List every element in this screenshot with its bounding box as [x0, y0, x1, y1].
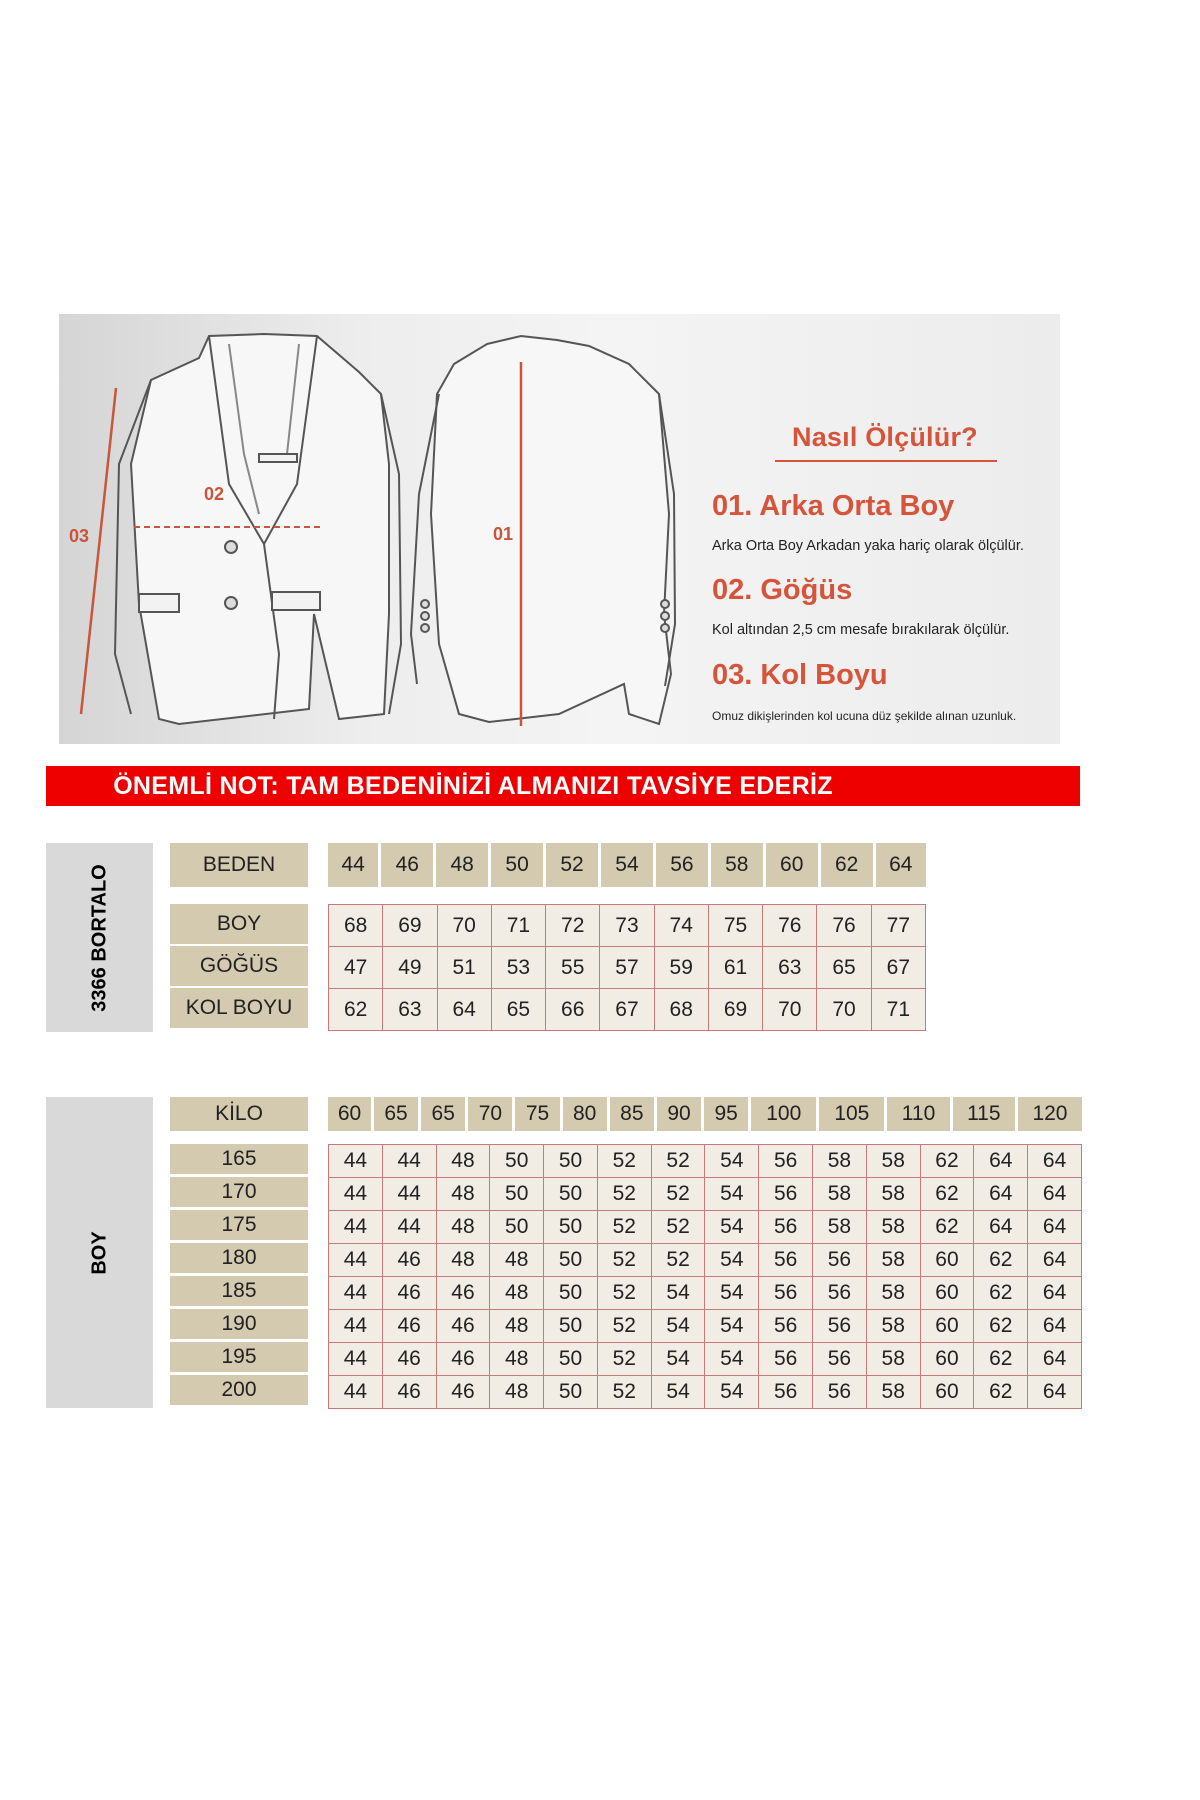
size-cell: 46: [436, 1376, 490, 1409]
size-cell: 58: [866, 1145, 920, 1178]
size-cell: 44: [329, 1376, 383, 1409]
section-chest-title: 02. Göğüs: [712, 574, 853, 606]
size-cell: 62: [974, 1376, 1028, 1409]
size-cell: 64: [1028, 1310, 1082, 1343]
size-cell: 56: [759, 1310, 813, 1343]
size-header-cell: 64: [874, 843, 926, 887]
size-cell: 54: [705, 1277, 759, 1310]
size-cell: 58: [866, 1211, 920, 1244]
measure-cell: 67: [600, 989, 654, 1031]
measure-cell: 62: [329, 989, 383, 1031]
weight-header-cell: 75: [514, 1097, 561, 1131]
size-header-cell: 58: [709, 843, 764, 887]
table-row: [329, 1178, 1082, 1211]
section-back-length-desc: Arka Orta Boy Arkadan yaka hariç olarak ölçülür.: [712, 538, 1024, 554]
size-cell: 50: [490, 1178, 544, 1211]
size-cell: 52: [597, 1343, 651, 1376]
size-cell: 44: [382, 1178, 436, 1211]
table-row: [329, 905, 926, 947]
measure-cell: 65: [491, 989, 545, 1031]
jacket-drawings: [59, 314, 1060, 744]
size-cell: 54: [705, 1244, 759, 1277]
front-jacket-drawing: [115, 334, 401, 724]
size-cell: 62: [974, 1277, 1028, 1310]
size-header-label: BEDEN: [170, 843, 308, 887]
size-cell: 44: [329, 1178, 383, 1211]
section-back-length-title: 01. Arka Orta Boy: [712, 490, 955, 522]
weight-header-cell: 65: [372, 1097, 419, 1131]
model-side-label: [46, 843, 153, 1032]
measure-cell: 51: [437, 947, 491, 989]
size-cell: 52: [597, 1277, 651, 1310]
size-cell: 60: [920, 1310, 974, 1343]
back-length-label: 01: [493, 524, 514, 544]
weight-header-cell: 80: [561, 1097, 608, 1131]
back-jacket-drawing: [411, 336, 675, 724]
size-cell: 56: [759, 1178, 813, 1211]
important-notice-banner: ÖNEMLİ NOT: TAM BEDENİNİZİ ALMANIZI TAVSİYE EDERİZ: [46, 766, 1080, 806]
size-cell: 56: [759, 1211, 813, 1244]
weight-header-cell: 115: [951, 1097, 1016, 1131]
weight-header-row: [328, 1097, 1082, 1131]
size-cell: 64: [1028, 1244, 1082, 1277]
weight-header-cell: 105: [818, 1097, 886, 1131]
size-cell: 52: [651, 1178, 705, 1211]
size-cell: 58: [813, 1211, 867, 1244]
size-cell: 58: [813, 1178, 867, 1211]
table-row: [329, 989, 926, 1031]
height-row-label: 165: [170, 1144, 308, 1174]
size-cell: 64: [1028, 1178, 1082, 1211]
size-cell: 46: [436, 1277, 490, 1310]
size-header-cell: 60: [764, 843, 819, 887]
size-cell: 64: [1028, 1343, 1082, 1376]
weight-header-cell: 90: [655, 1097, 702, 1131]
size-cell: 54: [651, 1343, 705, 1376]
size-cell: 56: [759, 1244, 813, 1277]
size-header-cell: 56: [654, 843, 709, 887]
size-cell: 54: [651, 1310, 705, 1343]
size-cell: 58: [813, 1145, 867, 1178]
sleeve-label: 03: [69, 526, 90, 546]
weight-header-label: KİLO: [170, 1097, 308, 1131]
size-cell: 52: [597, 1178, 651, 1211]
measure-cell: 63: [763, 947, 817, 989]
weight-header-cell: 70: [467, 1097, 514, 1131]
measure-cell: 76: [763, 905, 817, 947]
measure-cell: 53: [491, 947, 545, 989]
size-cell: 58: [866, 1376, 920, 1409]
size-cell: 48: [490, 1310, 544, 1343]
size-cell: 44: [329, 1145, 383, 1178]
size-cell: 46: [436, 1310, 490, 1343]
measurement-illustration: [59, 314, 1060, 744]
size-cell: 60: [920, 1244, 974, 1277]
size-header-cell: 50: [490, 843, 545, 887]
measure-cell: 66: [546, 989, 600, 1031]
size-cell: 48: [490, 1277, 544, 1310]
size-cell: 64: [1028, 1211, 1082, 1244]
measure-cell: 68: [654, 989, 708, 1031]
size-cell: 56: [813, 1343, 867, 1376]
measure-cell: 72: [546, 905, 600, 947]
size-cell: 56: [759, 1145, 813, 1178]
measure-cell: 71: [871, 989, 925, 1031]
table-row: [329, 1376, 1082, 1409]
size-cell: 50: [544, 1343, 598, 1376]
measure-cell: 69: [708, 989, 762, 1031]
size-cell: 64: [974, 1178, 1028, 1211]
size-cell: 56: [759, 1277, 813, 1310]
measure-table: [328, 904, 926, 1031]
size-cell: 44: [329, 1310, 383, 1343]
weight-header-cell: 65: [420, 1097, 467, 1131]
size-cell: 54: [705, 1343, 759, 1376]
size-cell: 50: [544, 1310, 598, 1343]
size-cell: 50: [490, 1211, 544, 1244]
weight-header-cell: 110: [886, 1097, 951, 1131]
measure-cell: 68: [329, 905, 383, 947]
size-cell: 58: [866, 1277, 920, 1310]
size-cell: 44: [382, 1211, 436, 1244]
size-cell: 62: [974, 1244, 1028, 1277]
size-cell: 58: [866, 1178, 920, 1211]
measure-cell: 57: [600, 947, 654, 989]
size-header-cell: 48: [435, 843, 490, 887]
weight-header-cell: 95: [703, 1097, 750, 1131]
measure-cell: 71: [491, 905, 545, 947]
size-cell: 60: [920, 1277, 974, 1310]
section-sleeve-title: 03. Kol Boyu: [712, 659, 888, 691]
height-side-label: [46, 1097, 153, 1408]
height-axis-title: BOY: [88, 1230, 110, 1275]
size-header-cell: 62: [819, 843, 874, 887]
table-row: [329, 947, 926, 989]
sleeve-length-line: [81, 388, 116, 714]
size-cell: 58: [866, 1244, 920, 1277]
table-row: [329, 1277, 1082, 1310]
size-cell: 52: [597, 1244, 651, 1277]
measure-row-label: KOL BOYU: [170, 988, 308, 1028]
size-cell: 62: [974, 1310, 1028, 1343]
table-row: [329, 1343, 1082, 1376]
size-header-cell: 44: [328, 843, 380, 887]
size-cell: 48: [436, 1211, 490, 1244]
measure-cell: 59: [654, 947, 708, 989]
size-cell: 52: [597, 1211, 651, 1244]
size-cell: 56: [813, 1277, 867, 1310]
size-cell: 64: [974, 1145, 1028, 1178]
size-cell: 56: [759, 1343, 813, 1376]
size-cell: 64: [1028, 1376, 1082, 1409]
measure-row-label: BOY: [170, 904, 308, 944]
chest-label: 02: [204, 484, 225, 504]
size-cell: 44: [329, 1343, 383, 1376]
size-cell: 56: [813, 1376, 867, 1409]
size-cell: 48: [490, 1376, 544, 1409]
measure-cell: 65: [817, 947, 871, 989]
size-cell: 52: [651, 1244, 705, 1277]
measure-cell: 76: [817, 905, 871, 947]
size-cell: 44: [329, 1277, 383, 1310]
section-chest-desc: Kol altından 2,5 cm mesafe bırakılarak ölçülür.: [712, 622, 1010, 638]
size-cell: 54: [705, 1376, 759, 1409]
weight-header-cell: 85: [608, 1097, 655, 1131]
measure-cell: 64: [437, 989, 491, 1031]
size-cell: 48: [436, 1244, 490, 1277]
measure-cell: 70: [763, 989, 817, 1031]
size-cell: 52: [597, 1376, 651, 1409]
table-row: [329, 1145, 1082, 1178]
size-cell: 58: [866, 1343, 920, 1376]
size-cell: 48: [436, 1145, 490, 1178]
size-cell: 48: [490, 1244, 544, 1277]
size-cell: 62: [920, 1211, 974, 1244]
size-cell: 46: [382, 1343, 436, 1376]
size-cell: 48: [490, 1343, 544, 1376]
size-cell: 52: [597, 1145, 651, 1178]
measure-cell: 70: [817, 989, 871, 1031]
how-to-measure-title: Nasıl Ölçülür?: [792, 422, 978, 452]
size-cell: 48: [436, 1178, 490, 1211]
table-row: [329, 1310, 1082, 1343]
weight-header-cell: 120: [1016, 1097, 1082, 1131]
size-header-row: [328, 843, 926, 887]
size-cell: 58: [866, 1310, 920, 1343]
measure-cell: 74: [654, 905, 708, 947]
size-cell: 56: [759, 1376, 813, 1409]
size-cell: 54: [705, 1211, 759, 1244]
size-cell: 60: [920, 1376, 974, 1409]
measure-cell: 70: [437, 905, 491, 947]
table-row: [329, 1244, 1082, 1277]
size-cell: 46: [382, 1376, 436, 1409]
size-cell: 62: [974, 1343, 1028, 1376]
weight-header-cell: 60: [328, 1097, 372, 1131]
size-cell: 50: [544, 1178, 598, 1211]
height-row-label: 170: [170, 1177, 308, 1207]
model-name: 3366 BORTALO: [88, 863, 110, 1012]
size-cell: 44: [329, 1211, 383, 1244]
measure-cell: 55: [546, 947, 600, 989]
section-sleeve-desc: Omuz dikişlerinden kol ucuna düz şekilde alınan uzunluk.: [712, 709, 1017, 723]
size-header-cell: 54: [599, 843, 654, 887]
size-cell: 54: [651, 1277, 705, 1310]
size-cell: 50: [544, 1145, 598, 1178]
size-cell: 46: [382, 1310, 436, 1343]
height-row-label: 200: [170, 1375, 308, 1405]
measure-cell: 69: [383, 905, 437, 947]
measure-row-label: GÖĞÜS: [170, 946, 308, 986]
height-row-label: 185: [170, 1276, 308, 1306]
size-cell: 50: [490, 1145, 544, 1178]
title-underline: [775, 460, 997, 462]
height-row-label: 190: [170, 1309, 308, 1339]
size-header-cell: 52: [545, 843, 600, 887]
size-cell: 46: [382, 1277, 436, 1310]
size-cell: 64: [1028, 1145, 1082, 1178]
size-cell: 56: [813, 1310, 867, 1343]
measure-cell: 47: [329, 947, 383, 989]
measure-cell: 63: [383, 989, 437, 1031]
height-row-label: 195: [170, 1342, 308, 1372]
size-header-cell: 46: [380, 843, 435, 887]
size-cell: 44: [382, 1145, 436, 1178]
size-cell: 52: [597, 1310, 651, 1343]
size-cell: 52: [651, 1211, 705, 1244]
size-cell: 54: [705, 1145, 759, 1178]
height-row-label: 175: [170, 1210, 308, 1240]
size-cell: 54: [651, 1376, 705, 1409]
size-cell: 64: [974, 1211, 1028, 1244]
size-cell: 46: [382, 1244, 436, 1277]
size-cell: 50: [544, 1244, 598, 1277]
size-cell: 44: [329, 1244, 383, 1277]
measure-cell: 49: [383, 947, 437, 989]
size-cell: 54: [705, 1310, 759, 1343]
size-cell: 62: [920, 1145, 974, 1178]
size-cell: 62: [920, 1178, 974, 1211]
size-cell: 60: [920, 1343, 974, 1376]
size-cell: 52: [651, 1145, 705, 1178]
measure-cell: 73: [600, 905, 654, 947]
size-by-weight-table: [328, 1144, 1082, 1409]
measure-cell: 61: [708, 947, 762, 989]
size-cell: 54: [705, 1178, 759, 1211]
size-cell: 50: [544, 1277, 598, 1310]
size-cell: 64: [1028, 1277, 1082, 1310]
height-row-label: 180: [170, 1243, 308, 1273]
size-cell: 50: [544, 1376, 598, 1409]
measure-cell: 67: [871, 947, 925, 989]
size-cell: 56: [813, 1244, 867, 1277]
measure-cell: 75: [708, 905, 762, 947]
measure-cell: 77: [871, 905, 925, 947]
weight-header-cell: 100: [750, 1097, 818, 1131]
size-cell: 46: [436, 1343, 490, 1376]
table-row: [329, 1211, 1082, 1244]
size-cell: 50: [544, 1211, 598, 1244]
